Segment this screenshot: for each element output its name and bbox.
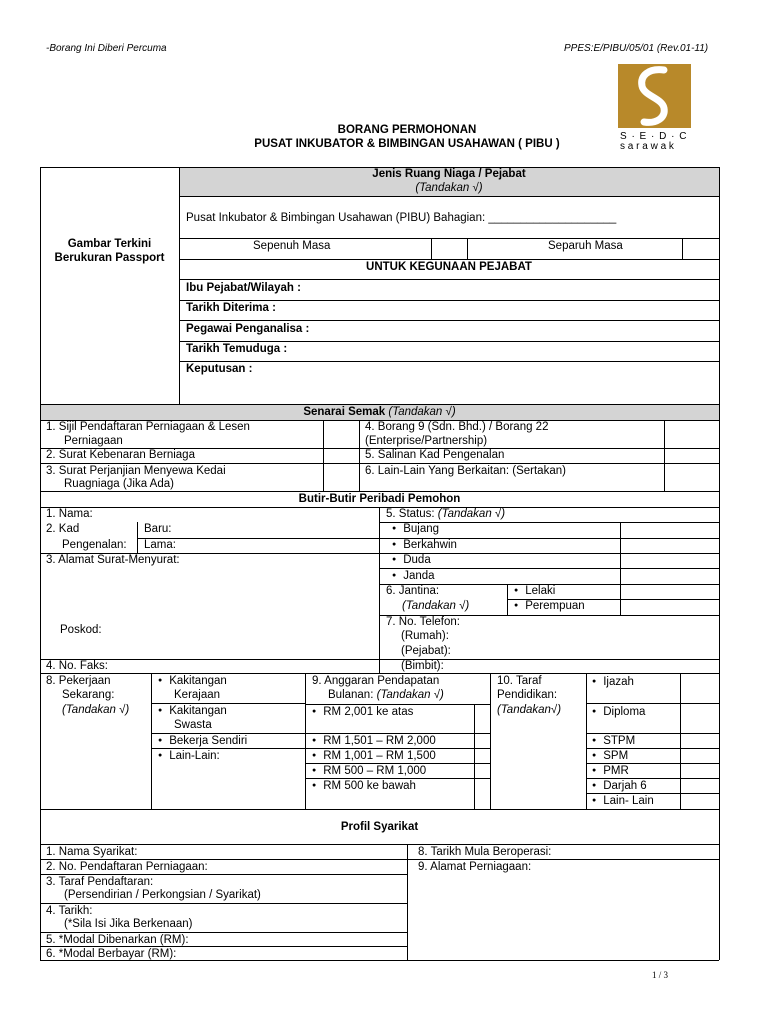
telefon-pejabat-field[interactable]: (Pejabat): [401,645,451,657]
pendidikan-option-darjah6[interactable]: ● Darjah 6 [592,780,647,794]
form-title: BORANG PERMOHONAN [337,124,477,136]
pekerjaan-option-kerajaan[interactable]: ● Kakitangan [158,675,227,689]
pekerjaan-option-sendiri[interactable]: ● Bekerja Sendiri [158,735,247,749]
form-subtitle: PUSAT INKUBATOR & BIMBINGAN USAHAWAN ( PIBU ) [254,138,560,150]
bahagian-field[interactable]: Pusat Inkubator & Bimbingan Usahawan (PIBU) Bahagian: ____________________ [186,212,617,224]
checklist-item-6: 6. Lain-Lain Yang Berkaitan: (Sertakan) [365,465,566,477]
sedc-s-icon [618,64,691,128]
taraf-pendaftaran-options: (Persendirian / Perkongsian / Syarikat) [64,889,261,901]
kad-label-line1: 2. Kad [46,523,80,535]
jenis-title: Jenis Ruang Niaga / Pejabat [372,168,526,180]
logo-sedc-text: S · E · D · C [620,131,688,142]
jantina-label: 6. Jantina: [386,585,440,597]
nama-field[interactable]: 1. Nama: [46,508,93,520]
modal-dibenarkan-field[interactable]: 5. *Modal Dibenarkan (RM): [46,934,189,946]
office-field-tarikh-diterima[interactable]: Tarikh Diterima : [186,302,276,314]
checklist-item-4: 4. Borang 9 (Sdn. Bhd.) / Borang 22 [365,421,549,433]
pendapatan-option-5[interactable]: ● RM 500 ke bawah [312,780,416,794]
pendapatan-label: Bulanan: [328,689,374,701]
checklist-hint: (Tandakan √) [388,406,456,418]
pekerjaan-hint: (Tandakan √) [62,704,130,716]
checklist-item-5: 5. Salinan Kad Pengenalan [365,449,505,461]
office-field-wilayah[interactable]: Ibu Pejabat/Wilayah : [186,282,301,294]
pendidikan-option-lain[interactable]: ● Lain- Lain [592,795,654,809]
pekerjaan-option-kerajaan-cont: Kerajaan [174,689,221,701]
pendidikan-label-line1: 10. Taraf [497,675,542,687]
status-hint: (Tandakan √) [437,508,506,520]
jenis-hint: (Tandakan √) [415,182,483,194]
office-field-keputusan[interactable]: Keputusan : [186,363,253,375]
telefon-label: 7. No. Telefon: [386,616,460,628]
checklist-item-4-cont: (Enterprise/Partnership) [365,435,488,447]
checklist-item-1: 1. Sijil Pendaftaran Perniagaan & Lesen [46,421,250,433]
pendidikan-option-stpm[interactable]: ● STPM [592,735,635,749]
jantina-option-perempuan[interactable]: ● Perempuan [514,600,585,614]
checklist-item-2: 2. Surat Kebenaran Berniaga [46,449,195,461]
ic-baru-field[interactable]: Baru: [144,523,172,535]
document-code: PPES:E/PIBU/05/01 (Rev.01-11) [564,43,709,54]
photo-label-line2: Berukuran Passport [54,252,165,264]
pendidikan-hint: (Tandakan√) [497,704,562,716]
checklist-item-3-cont: Ruagniaga (Jika Ada) [64,478,174,490]
checklist-title-row [40,406,719,419]
checklist-item-1-cont: Perniagaan [64,435,123,447]
pendidikan-option-pmr[interactable]: ● PMR [592,765,629,779]
separuh-masa-label: Separuh Masa [548,240,623,252]
separuh-masa-checkbox[interactable] [683,239,719,259]
pendidikan-label-line2: Pendidikan: [497,689,558,701]
checklist-item-3: 3. Surat Perjanjian Menyewa Kedai [46,465,226,477]
taraf-pendaftaran-field[interactable]: 3. Taraf Pendaftaran: [46,876,154,888]
pekerjaan-option-swasta[interactable]: ● Kakitangan [158,705,227,719]
sepenuh-masa-label: Sepenuh Masa [253,240,331,252]
checklist-title: Senarai Semak [303,406,386,418]
pekerjaan-label-line1: 8. Pekerjaan [46,675,111,687]
pendapatan-option-2[interactable]: ● RM 1,501 – RM 2,000 [312,735,436,749]
pendapatan-label-line1: 9. Anggaran Pendapatan [312,675,440,687]
office-field-pegawai[interactable]: Pegawai Penganalisa : [186,323,310,335]
pendapatan-option-1[interactable]: ● RM 2,001 ke atas [312,706,413,720]
page-number: 1 / 3 [652,970,669,980]
free-form-note: -Borang Ini Diberi Percuma [46,43,167,54]
status-option-duda[interactable]: ● Duda [392,554,431,568]
tarikh-mula-field[interactable]: 8. Tarikh Mula Beroperasi: [418,846,552,858]
office-field-temuduga[interactable]: Tarikh Temuduga : [186,343,288,355]
pekerjaan-option-swasta-cont: Swasta [174,719,212,731]
status-option-janda[interactable]: ● Janda [392,570,435,584]
pendapatan-hint: (Tandakan √) [376,689,444,701]
status-option-bujang[interactable]: ● Bujang [392,523,439,537]
telefon-rumah-field[interactable]: (Rumah): [401,630,449,642]
sepenuh-masa-checkbox[interactable] [432,239,467,259]
poskod-field[interactable]: Poskod: [60,624,102,636]
status-label: 5. Status: [386,508,435,520]
jantina-hint: (Tandakan √) [402,600,470,612]
pendidikan-option-diploma[interactable]: ● Diploma [592,706,645,720]
status-option-berkahwin[interactable]: ● Berkahwin [392,539,457,553]
kad-label-line2: Pengenalan: [62,539,127,551]
tarikh-note: (*Sila Isi Jika Berkenaan) [64,918,193,930]
logo-sarawak-text: s a r a w a k [620,141,674,152]
ic-lama-field[interactable]: Lama: [144,539,176,551]
no-pendaftaran-field[interactable]: 2. No. Pendaftaran Perniagaan: [46,861,208,873]
pendapatan-option-3[interactable]: ● RM 1,001 – RM 1,500 [312,750,436,764]
status-label-row [386,508,505,521]
pekerjaan-label-line2: Sekarang: [62,689,115,701]
nama-syarikat-field[interactable]: 1. Nama Syarikat: [46,846,138,858]
telefon-bimbit-field[interactable]: (Bimbit): [401,660,444,672]
faks-field[interactable]: 4. No. Faks: [46,660,108,672]
pendapatan-label-line2 [328,689,444,702]
pendapatan-option-4[interactable]: ● RM 500 – RM 1,000 [312,765,426,779]
alamat-perniagaan-field[interactable]: 9. Alamat Perniagaan: [418,861,532,873]
jantina-option-lelaki[interactable]: ● Lelaki [514,585,555,599]
personal-section-title: Butir-Butir Peribadi Pemohon [298,493,461,505]
office-use-title: UNTUK KEGUNAAN PEJABAT [366,261,532,273]
sedc-logo [618,64,691,128]
alamat-field[interactable]: 3. Alamat Surat-Menyurat: [46,554,180,566]
pekerjaan-option-lain[interactable]: ● Lain-Lain: [158,750,220,764]
modal-berbayar-field[interactable]: 6. *Modal Berbayar (RM): [46,948,177,960]
tarikh-field[interactable]: 4. Tarikh: [46,905,93,917]
pendidikan-option-ijazah[interactable]: ● Ijazah [592,676,634,690]
company-section-title: Profil Syarikat [340,821,419,833]
photo-label-line1: Gambar Terkini [67,238,152,250]
pendidikan-option-spm[interactable]: ● SPM [592,750,628,764]
